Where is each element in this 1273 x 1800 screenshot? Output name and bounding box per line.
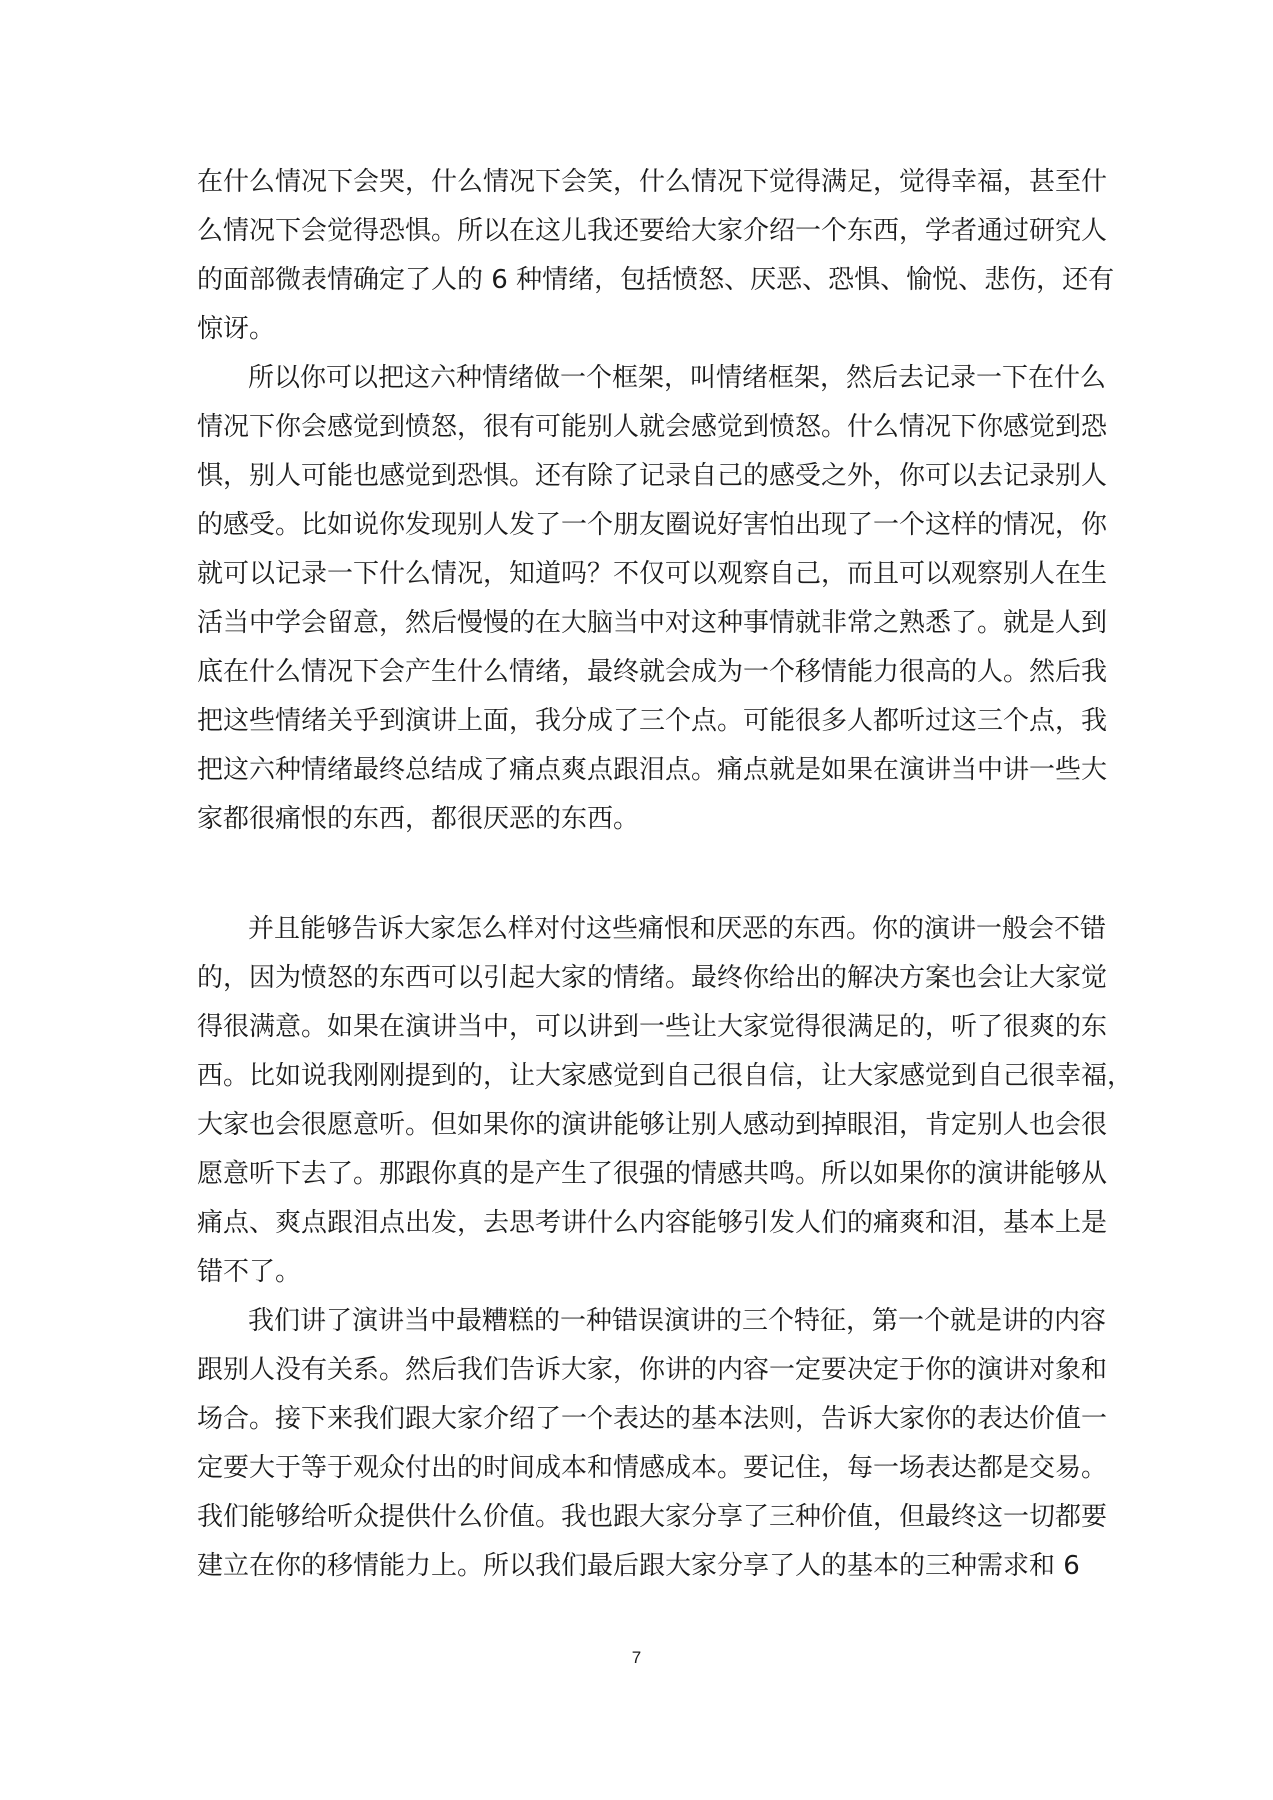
text-line: 我们能够给听众提供什么价值。我也跟大家分享了三种价值，但最终这一切都要	[197, 1502, 1108, 1532]
text-line: 跟别人没有关系。然后我们告诉大家，你讲的内容一定要决定于你的演讲对象和	[197, 1355, 1108, 1385]
text-line: 情况下你会感觉到愤怒，很有可能别人就会感觉到愤怒。什么情况下你感觉到恐	[197, 412, 1108, 442]
text-line: 痛点、爽点跟泪点出发，去思考讲什么内容能够引发人们的痛爽和泪，基本上是	[197, 1208, 1108, 1238]
text-line: 并且能够告诉大家怎么样对付这些痛恨和厌恶的东西。你的演讲一般会不错	[248, 914, 1107, 944]
text-line: 我们讲了演讲当中最糟糕的一种错误演讲的三个特征，第一个就是讲的内容	[248, 1306, 1107, 1336]
text-line: 大家也会很愿意听。但如果你的演讲能够让别人感动到掉眼泪，肯定别人也会很	[197, 1110, 1108, 1140]
text-line: 惊讶。	[197, 314, 276, 344]
text-line: 得很满意。如果在演讲当中，可以讲到一些让大家觉得很满足的，听了很爽的东	[197, 1012, 1108, 1042]
text-line: 在什么情况下会哭，什么情况下会笑，什么情况下觉得满足，觉得幸福，甚至什	[197, 167, 1108, 197]
text-line: 场合。接下来我们跟大家介绍了一个表达的基本法则，告诉大家你的表达价值一	[197, 1404, 1108, 1434]
text-line: 把这些情绪关乎到演讲上面，我分成了三个点。可能很多人都听过这三个点，我	[197, 706, 1108, 736]
text-line: 么情况下会觉得恐惧。所以在这儿我还要给大家介绍一个东西，学者通过研究人	[197, 216, 1108, 246]
text-line: 的感受。比如说你发现别人发了一个朋友圈说好害怕出现了一个这样的情况，你	[197, 510, 1108, 540]
text-line: 建立在你的移情能力上。所以我们最后跟大家分享了人的基本的三种需求和 6	[197, 1551, 1080, 1581]
text-line: 愿意听下去了。那跟你真的是产生了很强的情感共鸣。所以如果你的演讲能够从	[197, 1159, 1108, 1189]
text-line: 活当中学会留意，然后慢慢的在大脑当中对这种事情就非常之熟悉了。就是人到	[197, 608, 1108, 638]
text-line: 底在什么情况下会产生什么情绪，最终就会成为一个移情能力很高的人。然后我	[197, 657, 1108, 687]
text-line: 就可以记录一下什么情况，知道吗？不仅可以观察自己，而且可以观察别人在生	[197, 559, 1108, 589]
text-line: 定要大于等于观众付出的时间成本和情感成本。要记住，每一场表达都是交易。	[197, 1453, 1108, 1483]
text-line: 把这六种情绪最终总结成了痛点爽点跟泪点。痛点就是如果在演讲当中讲一些大	[197, 755, 1108, 785]
text-line: 的面部微表情确定了人的 6 种情绪，包括愤怒、厌恶、恐惧、愉悦、悲伤，还有	[197, 265, 1115, 295]
text-line: 所以你可以把这六种情绪做一个框架，叫情绪框架，然后去记录一下在什么	[248, 363, 1107, 393]
text-line: 错不了。	[197, 1257, 302, 1287]
text-line: 惧，别人可能也感觉到恐惧。还有除了记录自己的感受之外，你可以去记录别人	[197, 461, 1108, 491]
page-number: 7	[631, 1648, 642, 1667]
text-line: 西。比如说我刚刚提到的，让大家感觉到自己很自信，让大家感觉到自己很幸福，	[197, 1061, 1134, 1091]
text-line: 家都很痛恨的东西，都很厌恶的东西。	[197, 804, 640, 834]
text-line: 的，因为愤怒的东西可以引起大家的情绪。最终你给出的解决方案也会让大家觉	[197, 963, 1108, 993]
